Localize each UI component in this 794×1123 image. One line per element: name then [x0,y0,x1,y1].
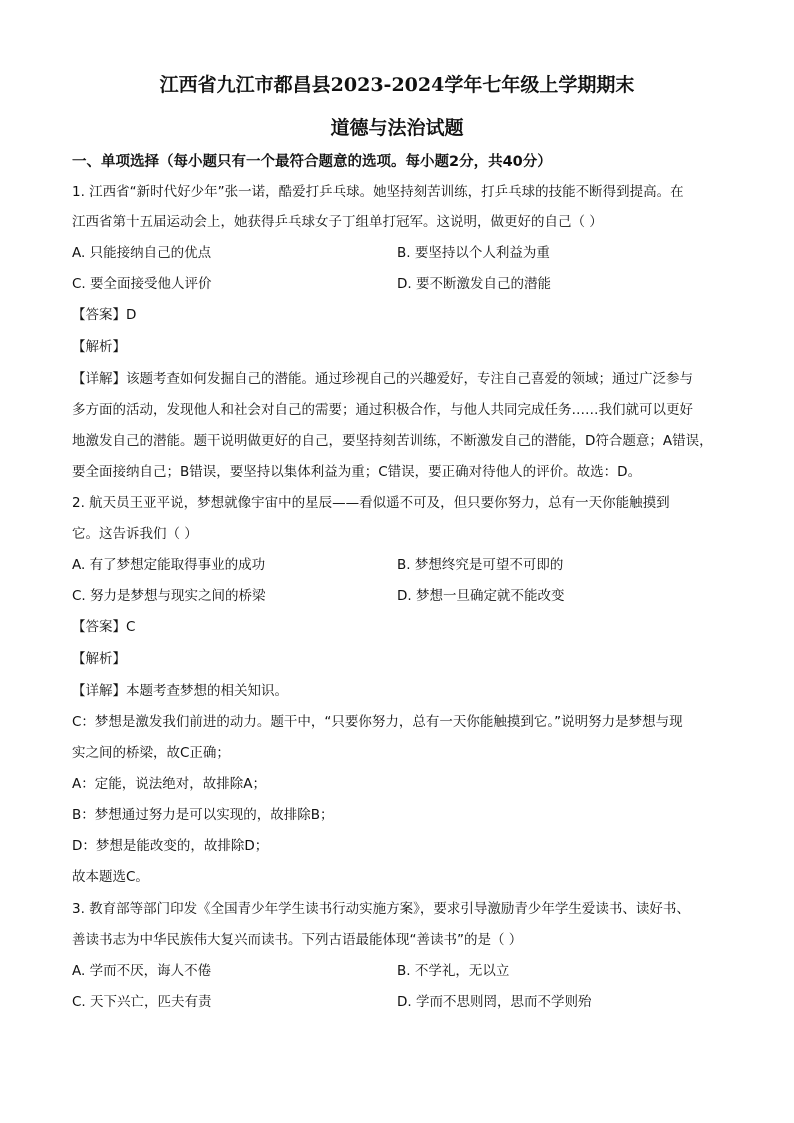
q2-option-d: D. 梦想一旦确定就不能改变 [397,588,565,604]
q3-option-b: B. 不学礼，无以立 [397,963,510,979]
q2-detail-line6: D：梦想是能改变的，故排除D； [72,838,269,854]
q1-analysis-label: 【解析】 [72,339,126,355]
q3-option-d: D. 学而不思则罔，思而不学则殆 [397,994,592,1010]
document-subtitle: 道德与法治试题 [330,117,464,139]
q2-detail-line3: 实之间的桥梁，故C正确； [72,745,230,761]
q2-option-c: C. 努力是梦想与现实之间的桥梁 [72,588,266,604]
q1-stem-line1: 1. 江西省“新时代好少年”张一诺，酷爱打乒乓球。她坚持刻苦训练，打乒乓球的技能不断得到提高。在 [72,184,684,200]
q1-stem-line2: 江西省第十五届运动会上，她获得乒乓球女子丁组单打冠军。这说明，做更好的自己（ ） [72,214,603,230]
document-title: 江西省九江市都昌县2023-2024学年七年级上学期期末 [159,74,635,96]
q1-detail-line1: 【详解】该题考查如何发掘自己的潜能。通过珍视自己的兴趣爱好，专注自己喜爱的领域；通过广泛参与 [72,371,693,387]
q1-detail-line3: 地激发自己的潜能。题干说明做更好的自己，要坚持刻苦训练，不断激发自己的潜能，D符合题意；A错误， [72,433,713,449]
q1-detail-line2: 多方面的活动，发现他人和社会对自己的需要；通过积极合作，与他人共同完成任务……我们就可以更好 [72,402,693,418]
section-heading: 一、单项选择（每小题只有一个最符合题意的选项。每小题2分，共40分） [72,154,552,170]
q2-answer: 【答案】C [72,619,136,635]
q2-analysis-label: 【解析】 [72,651,126,667]
q2-option-b: B. 梦想终究是可望不可即的 [397,557,564,573]
q1-option-a: A. 只能接纳自己的优点 [72,245,212,261]
q3-option-c: C. 天下兴亡，匹夫有责 [72,994,212,1010]
q1-option-b: B. 要坚持以个人利益为重 [397,245,550,261]
q1-detail-line4: 要全面接纳自己；B错误，要坚持以集体利益为重；C错误，要正确对待他人的评价。故选：D。 [72,464,642,480]
q2-detail-line5: B：梦想通过努力是可以实现的，故排除B； [72,807,334,823]
q1-answer: 【答案】D [72,307,137,323]
q2-detail-line1: 【详解】本题考查梦想的相关知识。 [72,683,288,699]
q2-detail-line7: 故本题选C。 [72,869,149,885]
q2-option-a: A. 有了梦想定能取得事业的成功 [72,557,266,573]
q3-stem-line1: 3. 教育部等部门印发《全国青少年学生读书行动实施方案》，要求引导激励青少年学生爱读书、读好书、 [72,901,690,917]
q2-stem-line2: 它。这告诉我们（ ） [72,526,198,542]
q3-stem-line2: 善读书志为中华民族伟大复兴而读书。下列古语最能体现“善读书”的是（ ） [72,932,523,948]
q1-option-d: D. 要不断激发自己的潜能 [397,276,551,292]
q2-stem-line1: 2. 航天员王亚平说，梦想就像宇宙中的星辰——看似遥不可及，但只要你努力，总有一天你能触摸到 [72,495,670,511]
q2-detail-line4: A：定能，说法绝对，故排除A； [72,776,266,792]
q3-option-a: A. 学而不厌，诲人不倦 [72,963,212,979]
q2-detail-line2: C：梦想是激发我们前进的动力。题干中，“只要你努力，总有一天你能触摸到它。”说明努力是梦想与现 [72,714,683,730]
q1-option-c: C. 要全面接受他人评价 [72,276,212,292]
